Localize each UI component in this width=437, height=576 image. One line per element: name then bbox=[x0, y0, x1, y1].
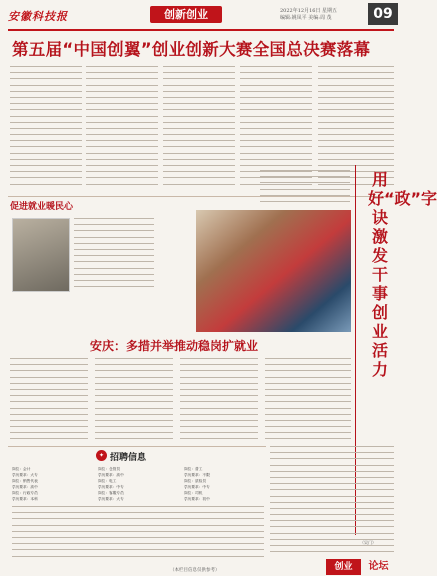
main-story-col-3 bbox=[180, 358, 258, 444]
column-badge-right: 论坛 bbox=[368, 561, 389, 572]
lead-body-col-1 bbox=[10, 66, 82, 192]
masthead bbox=[0, 0, 402, 30]
recruit-details bbox=[12, 506, 264, 560]
column-badge-left: 创业 bbox=[326, 559, 361, 575]
lead-body-col-2 bbox=[86, 66, 158, 192]
column-badge bbox=[326, 559, 396, 575]
main-story-col-4 bbox=[265, 358, 351, 444]
commentary-body bbox=[260, 170, 350, 206]
commentary-author: （吴门） bbox=[360, 540, 376, 545]
job-requirement: 学历要求：大专 bbox=[98, 497, 124, 501]
feature-photo bbox=[12, 218, 70, 292]
job-requirement: 学历要求：不限 bbox=[184, 473, 210, 477]
job-title: 岗位：普工 bbox=[184, 467, 203, 471]
main-story-headline: 安庆：多措并举推动稳岗扩就业 bbox=[90, 339, 259, 353]
job-requirement: 学历要求：高中 bbox=[12, 485, 38, 489]
main-story-col-2 bbox=[95, 358, 173, 444]
lead-body-col-3 bbox=[163, 66, 235, 192]
recruit-column-2 bbox=[98, 466, 178, 502]
job-title: 岗位：销售代表 bbox=[12, 479, 38, 483]
editor-credits: 编辑:姚凤平 美编:周 茂 bbox=[280, 15, 332, 21]
dateline bbox=[280, 8, 360, 22]
recruit-column-1 bbox=[12, 466, 92, 502]
job-requirement: 学历要求：中专 bbox=[184, 485, 210, 489]
recruit-heading: 招聘信息 bbox=[110, 453, 147, 463]
page-number: 09 bbox=[368, 3, 398, 25]
section-badge: 创新创业 bbox=[150, 6, 222, 23]
job-title: 岗位：司机 bbox=[184, 491, 203, 495]
issue-date: 2022年12月16日 星期五 bbox=[280, 8, 338, 14]
feature-caption bbox=[74, 218, 154, 292]
job-requirement: 学历要求：大专 bbox=[12, 473, 38, 477]
job-title: 岗位：会计 bbox=[12, 467, 31, 471]
job-title: 岗位：行政专员 bbox=[12, 491, 38, 495]
masthead-rule bbox=[8, 29, 394, 31]
job-title: 岗位：电工 bbox=[98, 479, 117, 483]
recruit-divider bbox=[8, 446, 266, 447]
job-title: 岗位：质检员 bbox=[184, 479, 207, 483]
recruit-icon: ✦ bbox=[96, 450, 107, 461]
recruit-column-3 bbox=[184, 466, 264, 502]
recruit-footer: （本栏目信息仅供参考） bbox=[170, 568, 220, 573]
job-requirement: 学历要求：本科 bbox=[12, 497, 38, 501]
main-story-col-1 bbox=[10, 358, 88, 444]
newspaper-brand: 安徽科技报 bbox=[8, 10, 68, 23]
job-requirement: 学历要求：初中 bbox=[184, 497, 210, 501]
lead-headline: 第五届“中国创翼”创业创新大赛全国总决赛落幕 bbox=[12, 40, 371, 59]
job-fair-photo bbox=[196, 210, 351, 332]
commentary-title: 用好“政”字诀 激发干事创业活力 bbox=[368, 170, 437, 379]
job-title: 岗位：仓管员 bbox=[98, 467, 121, 471]
job-requirement: 学历要求：中专 bbox=[98, 485, 124, 489]
job-requirement: 学历要求：高中 bbox=[98, 473, 124, 477]
job-title: 岗位：客服专员 bbox=[98, 491, 124, 495]
feature-subhead: 促进就业暖民心 bbox=[10, 202, 74, 212]
